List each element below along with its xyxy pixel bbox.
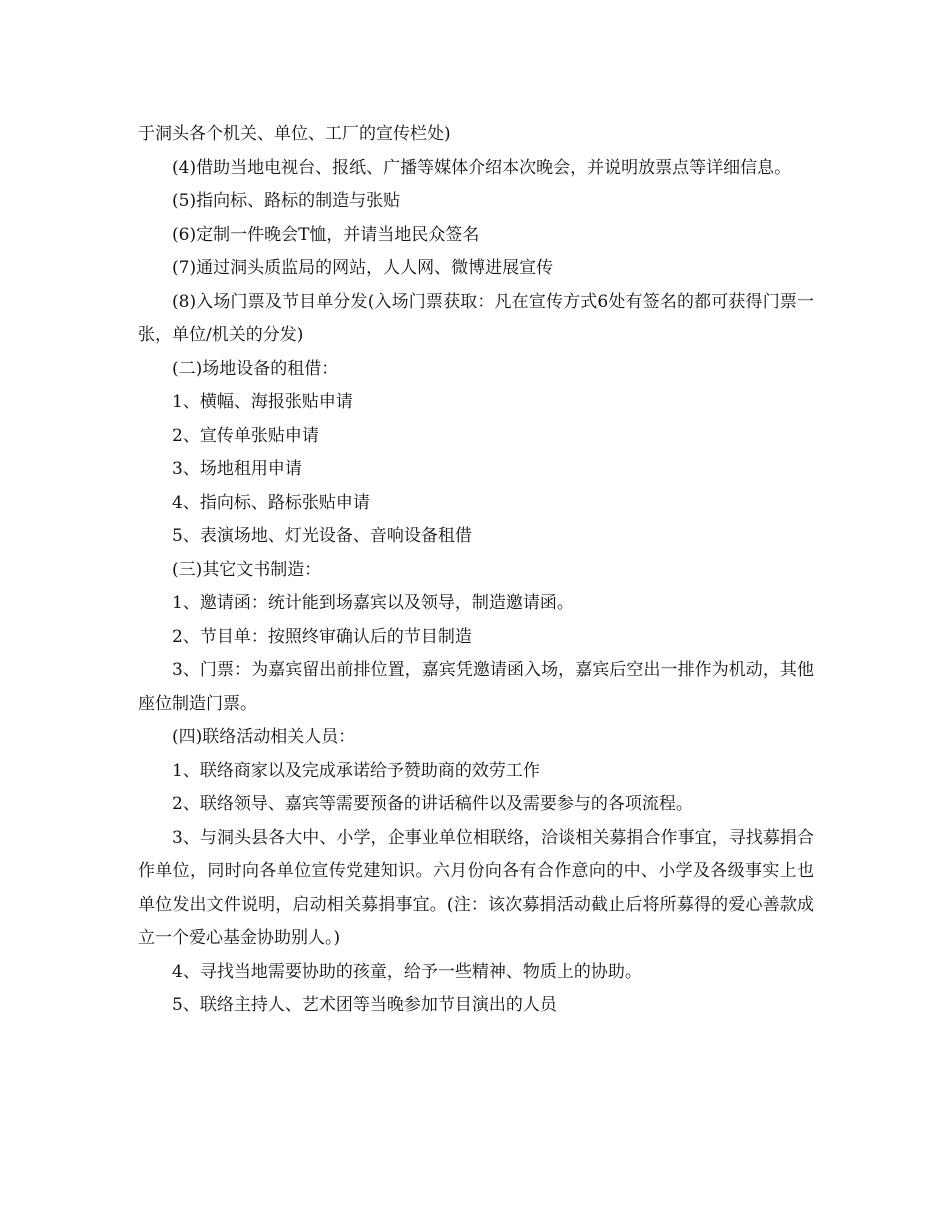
list-item: 1、联络商家以及完成承诺给予赞助商的效劳工作 bbox=[172, 760, 540, 781]
list-item: 2、节目单：按照终审确认后的节目制造 bbox=[172, 626, 472, 647]
list-item: 5、表演场地、灯光设备、音响设备租借 bbox=[172, 526, 472, 546]
list-item: 1、横幅、海报张贴申请 bbox=[172, 392, 353, 412]
list-item: 4、指向标、路标张贴申请 bbox=[172, 492, 370, 513]
paragraph-5: (7)通过洞头质监局的网站，人人网、微博进展宣传 bbox=[172, 258, 554, 278]
list-item: 5、联络主持人、艺术团等当晚参加节目演出的人员 bbox=[172, 995, 557, 1015]
section-heading-4: (四)联络活动相关人员： bbox=[172, 727, 356, 747]
paragraph-1: 于洞头各个机关、单位、工厂的宣传栏处) bbox=[138, 124, 451, 144]
list-item: 3、场地租用申请 bbox=[172, 459, 302, 479]
section-heading-2: (二)场地设备的租借： bbox=[172, 358, 339, 379]
paragraph-4: (6)定制一件晚会T恤，并请当地民众签名 bbox=[172, 224, 480, 245]
list-item: 3、门票：为嘉宾留出前排位置，嘉宾凭邀请函入场，嘉宾后空出一排作为机动，其他座位制造门票。 bbox=[138, 660, 814, 714]
list-item: 1、邀请函：统计能到场嘉宾以及领导，制造邀请函。 bbox=[172, 593, 574, 613]
paragraph-2: (4)借助当地电视台、报纸、广播等媒体介绍本次晚会，并说明放票点等详细信息。 bbox=[172, 157, 792, 178]
paragraph-6: (8)入场门票及节目单分发(入场门票获取：凡在宣传方式6处有签名的都可获得门票一张，单位/机关的分发) bbox=[138, 291, 814, 345]
document-body bbox=[138, 118, 814, 1023]
list-item: 3、与洞头县各大中、小学，企事业单位相联络，洽谈相关募捐合作事宜，寻找募捐合作单位，同时向各单位宣传党建知识。六月份向各有合作意向的中、小学及各级事实上也单位发出文件说明，启动相关募捐事宜。(注：该次募捐活动截止后将所募得的爱心善款成立一个爱心基金协助别人。) bbox=[138, 827, 814, 948]
list-item: 4、寻找当地需要协助的孩童，给予一些精神、物质上的协助。 bbox=[172, 961, 642, 982]
list-item: 2、宣传单张贴申请 bbox=[172, 425, 319, 446]
section-heading-3: (三)其它文书制造： bbox=[172, 559, 322, 580]
paragraph-3: (5)指向标、路标的制造与张贴 bbox=[172, 191, 401, 211]
list-item: 2、联络领导、嘉宾等需要预备的讲话稿件以及需要参与的各项流程。 bbox=[172, 794, 693, 814]
